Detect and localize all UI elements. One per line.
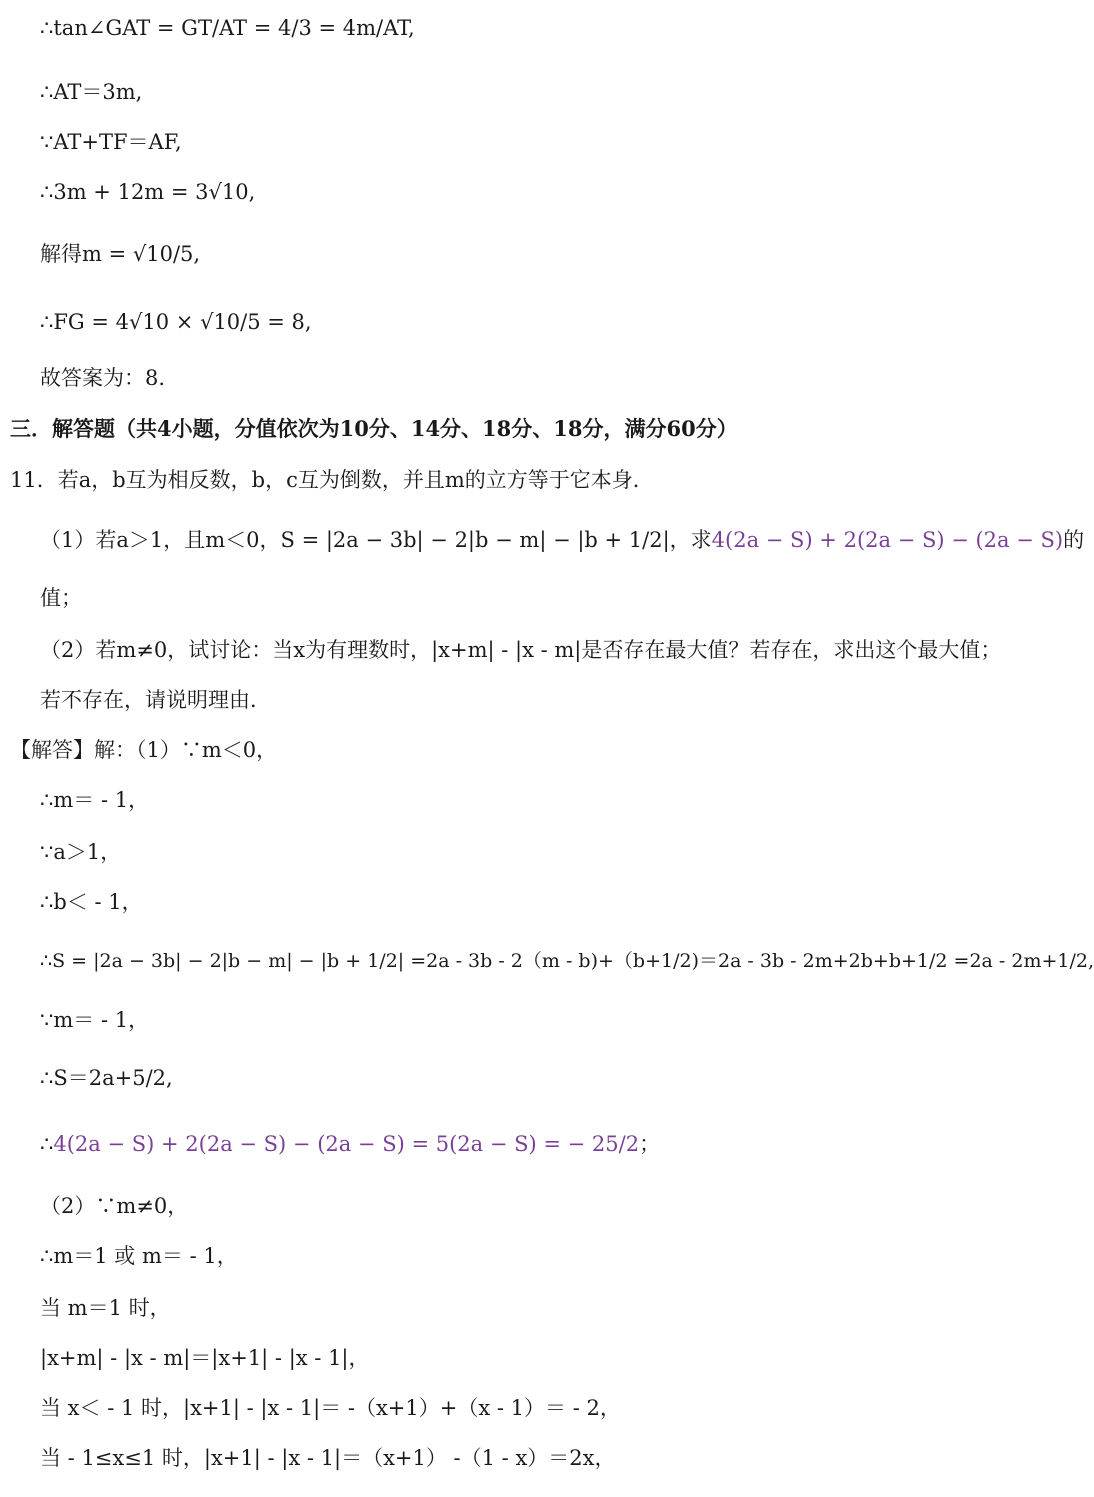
- line-solve-m: 解得m = √10/5,: [40, 242, 201, 266]
- part1-tail: 的: [1063, 528, 1085, 552]
- solution-m-values: ∴m＝1 或 m＝ - 1，: [40, 1244, 238, 1268]
- solution-header: 【解答】解：（1）∵m＜0，: [10, 738, 278, 762]
- solution-m-neg1: ∴m＝ - 1，: [40, 788, 150, 812]
- part1-expression: 4(2a − S) + 2(2a − S) − (2a − S): [711, 528, 1064, 552]
- solution-s-value: ∴S＝2a+5/2,: [40, 1066, 173, 1090]
- final-result-prefix: ∴: [40, 1132, 54, 1156]
- solution-m-neg1-again: ∵m＝ - 1，: [40, 1008, 150, 1032]
- solution-case-m1: 当 m＝1 时，: [40, 1296, 171, 1320]
- problem-11-statement: 11．若a，b互为相反数，b，c互为倒数，并且m的立方等于它本身．: [10, 468, 654, 492]
- final-result-suffix: ；: [639, 1132, 661, 1156]
- solution-final-result: [40, 1132, 660, 1157]
- line-fg-8: ∴FG = 4√10 × √10/5 = 8,: [40, 310, 312, 334]
- solution-s-expansion: ∴S = |2a − 3b| − 2|b − m| − |b + 1/2| =2a - 3b - 2（m - b)+（b+1/2)＝2a - 3b - 2m+2b+b+1/2 =2a - 2m+1/2,: [40, 950, 1094, 972]
- solution-case-x-between: 当 - 1≤x≤1 时，|x+1| - |x - 1|＝（x+1） -（1 - x）＝2x，: [40, 1446, 616, 1470]
- line-answer-8: 故答案为：8.: [40, 366, 166, 390]
- problem-11-part2: （2）若m≠0，试讨论：当x为有理数时，|x+m| - |x - m|是否存在最大值？若存在，求出这个最大值；: [40, 638, 1002, 662]
- final-result-expression: 4(2a − S) + 2(2a − S) − (2a − S) = 5(2a − S) = − 25/2: [53, 1132, 640, 1156]
- solution-abs-expression: |x+m| - |x - m|＝|x+1| - |x - 1|，: [40, 1346, 370, 1370]
- line-at-tf-af: ∵AT+TF＝AF,: [40, 130, 182, 154]
- section-heading: 三．解答题（共4小题，分值依次为10分、14分、18分、18分，满分60分）: [10, 416, 738, 441]
- line-equation-m: ∴3m + 12m = 3√10,: [40, 180, 256, 204]
- solution-b-lt-neg1: ∴b＜ - 1，: [40, 890, 143, 914]
- problem-11-part1: [40, 528, 1084, 553]
- line-tan-gat: ∴tan∠GAT = GT/AT = 4/3 = 4m/AT,: [40, 16, 415, 40]
- line-at-3m: ∴AT＝3m,: [40, 80, 143, 104]
- solution-part2-start: （2）∵m≠0，: [40, 1194, 189, 1218]
- solution-case-x-lt-neg1: 当 x＜ - 1 时，|x+1| - |x - 1|＝ -（x+1）+（x - 1）＝ - 2，: [40, 1396, 621, 1420]
- problem-11-part2-cont: 若不存在，请说明理由．: [40, 688, 271, 712]
- problem-11-part1-cont: 值；: [40, 586, 82, 610]
- solution-a-gt1: ∵a＞1，: [40, 840, 122, 864]
- part1-condition: （1）若a＞1，且m＜0，S = |2a − 3b| − 2|b − m| − |b + 1/2|，求: [40, 528, 712, 552]
